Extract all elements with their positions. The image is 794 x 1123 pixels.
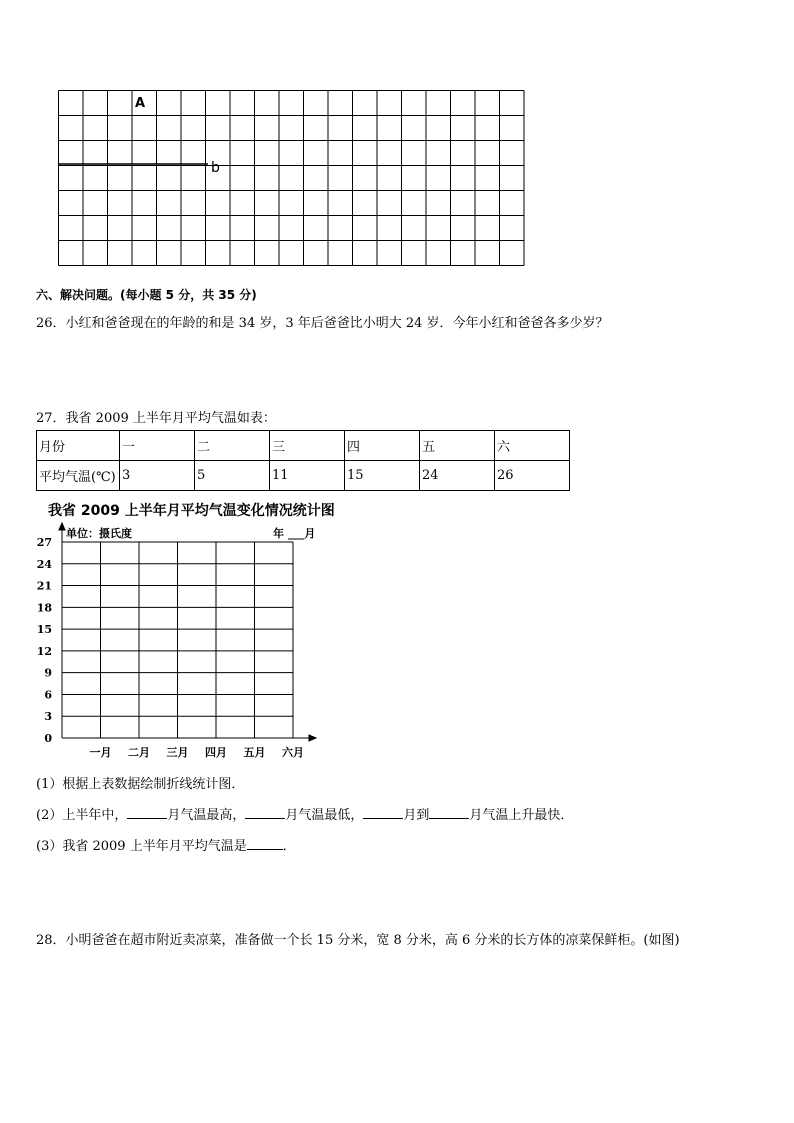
table-cell: 二 xyxy=(195,431,270,461)
temperature-table xyxy=(36,430,570,491)
table-cell: 六 xyxy=(495,431,570,461)
table-cell: 3 xyxy=(120,461,195,491)
table-cell: 5 xyxy=(195,461,270,491)
table-cell: 26 xyxy=(495,461,570,491)
y-tick-label: 12 xyxy=(36,644,52,658)
sub2-part1: (2）上半年中， xyxy=(36,808,128,823)
y-tick-label: 24 xyxy=(36,557,52,571)
x-axis-arrow xyxy=(309,735,316,741)
x-tick-label: 五月 xyxy=(243,746,266,759)
q27-sub2 xyxy=(36,804,573,823)
chart-unit-label: 单位：摄氏度 xyxy=(66,527,132,540)
table-cell: 15 xyxy=(345,461,420,491)
label-a: A xyxy=(135,96,146,111)
y-tick-label: 6 xyxy=(44,688,52,702)
y-axis-arrow xyxy=(59,523,65,530)
table-row xyxy=(37,431,570,461)
section6-heading: 六、解决问题。(每小题 5 分，共 35 分) xyxy=(36,288,257,302)
sub2-part4: 月到 xyxy=(403,808,430,823)
sub2-part3: 月气温最低， xyxy=(285,808,364,823)
blank-average-temp[interactable] xyxy=(247,837,283,850)
y-tick-label: 18 xyxy=(36,601,52,615)
x-tick-label: 一月 xyxy=(89,746,112,759)
table-cell: 11 xyxy=(270,461,345,491)
blank-from-month[interactable] xyxy=(363,806,403,819)
label-b: b xyxy=(211,160,220,176)
x-tick-label: 二月 xyxy=(128,746,150,759)
y-tick-label: 9 xyxy=(44,666,52,680)
x-tick-label: 四月 xyxy=(205,746,227,759)
table-cell: 四 xyxy=(345,431,420,461)
q27-sub3 xyxy=(36,835,296,854)
sub3-part2: ． xyxy=(282,839,296,854)
table-cell: 月份 xyxy=(37,431,120,461)
q27-intro: 27．我省 2009 上半年月平均气温如表： xyxy=(36,411,276,426)
x-tick-label: 六月 xyxy=(282,746,304,759)
y-tick-label: 3 xyxy=(44,710,52,724)
blank-highest-month[interactable] xyxy=(127,806,167,819)
y-tick-label: 21 xyxy=(36,579,52,593)
q26-text: 26．小红和爸爸现在的年龄的和是 34 岁，3 年后爸爸比小明大 24 岁．今年小红和爸爸各多少岁？ xyxy=(36,316,609,331)
blank-to-month[interactable] xyxy=(429,806,469,819)
top-grid-paper xyxy=(58,90,526,270)
table-cell: 一 xyxy=(120,431,195,461)
y-tick-label: 15 xyxy=(36,623,52,637)
table-cell: 三 xyxy=(270,431,345,461)
chart-title: 我省 2009 上半年月平均气温变化情况统计图 xyxy=(48,503,335,519)
chart-date-label: 年 ___月 xyxy=(273,527,316,540)
y-tick-label: 27 xyxy=(36,536,52,549)
table-cell: 平均气温(℃) xyxy=(37,461,120,491)
y-tick-label: 0 xyxy=(44,732,52,745)
temperature-chart xyxy=(30,522,360,762)
x-tick-label: 三月 xyxy=(166,746,189,759)
sub2-part5: 月气温上升最快． xyxy=(469,808,574,823)
table-row xyxy=(37,461,570,491)
q28-text: 28．小明爸爸在超市附近卖凉菜，准备做一个长 15 分米，宽 8 分米，高 6 分米的长方体的凉菜保鲜柜。(如图) xyxy=(36,933,680,948)
table-cell: 24 xyxy=(420,461,495,491)
sub2-part2: 月气温最高， xyxy=(167,808,246,823)
sub3-part1: (3）我省 2009 上半年月平均气温是 xyxy=(36,839,247,854)
table-cell: 五 xyxy=(420,431,495,461)
q27-sub1: (1）根据上表数据绘制折线统计图． xyxy=(36,777,245,792)
blank-lowest-month[interactable] xyxy=(245,806,285,819)
